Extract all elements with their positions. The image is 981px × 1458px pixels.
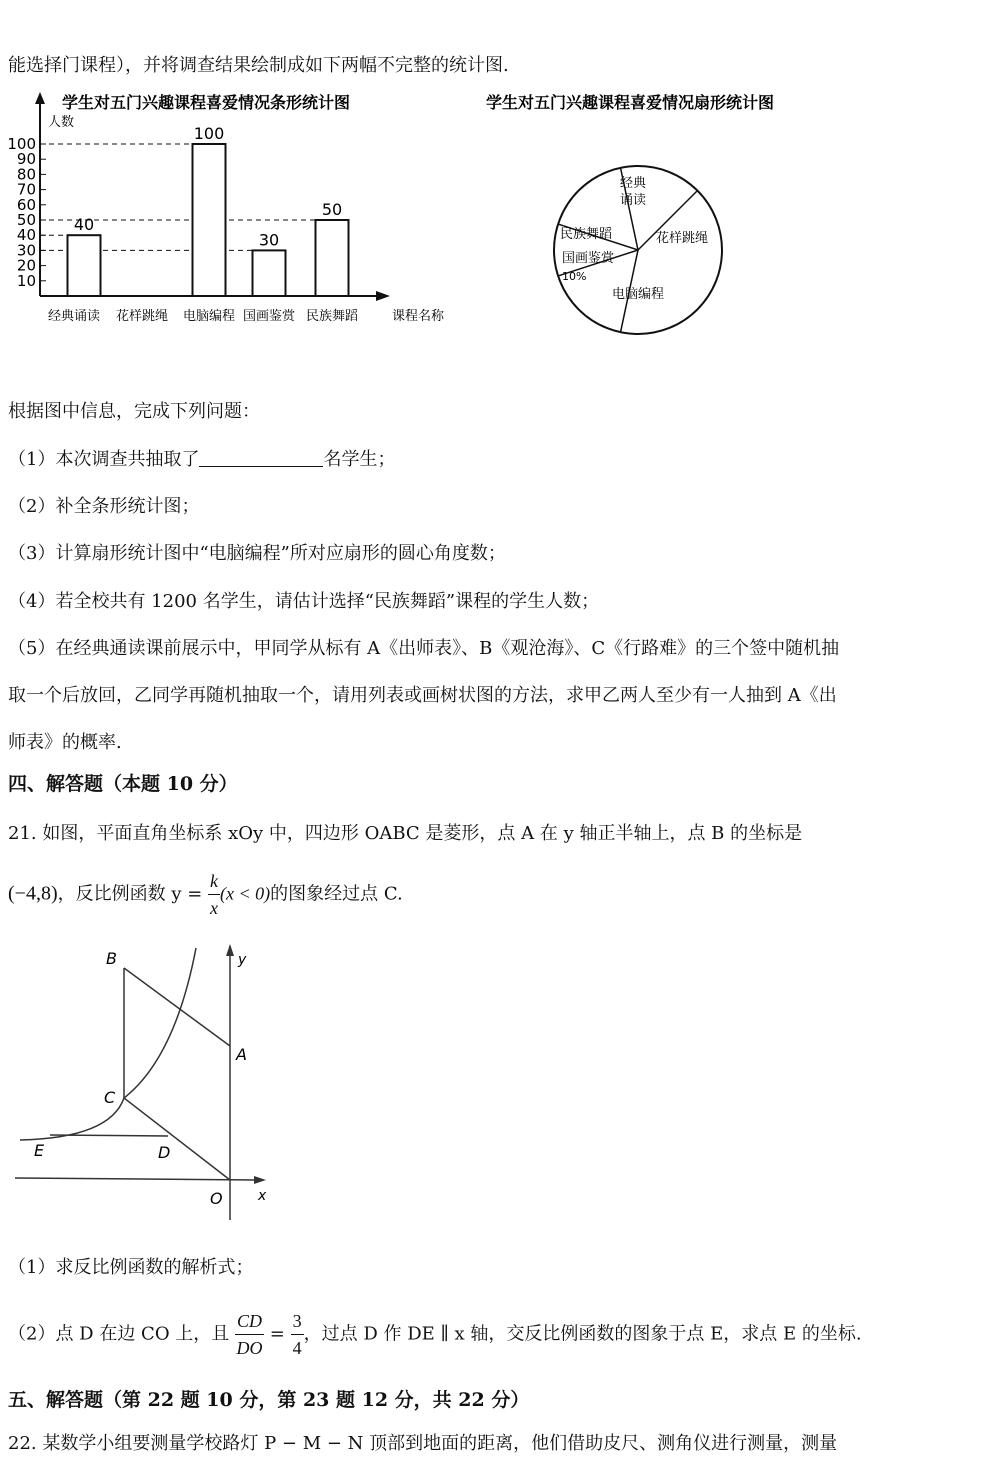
y-tick-label: 60 (16, 195, 36, 214)
intro-text: 能选择门课程），并将调查结果绘制成如下两幅不完整的统计图. (8, 55, 509, 76)
pie-label-painting: 国画鉴赏 (562, 251, 615, 266)
pie-label-classic-1: 经典 (620, 176, 647, 191)
y-axis-arrow-icon (226, 944, 234, 956)
q20-part4: （4）若全校共有 1200 名学生，请估计选择“民族舞蹈”课程的学生人数； (8, 591, 600, 612)
q20-part1 (8, 448, 395, 472)
pie-label-computer: 电脑编程 (612, 287, 665, 302)
y-tick-label: 50 (16, 211, 36, 229)
q20-part2: （2）补全条形统计图； (8, 496, 200, 517)
label-e: E (34, 1141, 45, 1160)
equals-sign: = (269, 1323, 285, 1345)
fraction-denominator: DO (236, 1338, 263, 1358)
hyperbola-curve (20, 948, 196, 1140)
q21-sub1: （1）求反比例函数的解析式； (8, 1257, 254, 1278)
q22-line1: 22. 某数学小组要测量学校路灯 P − M − N 顶部到地面的距离，他们借助皮尺、测角仪进行测量，测量 (8, 1433, 838, 1454)
geometry-figure (0, 938, 300, 1228)
bar (253, 250, 286, 296)
label-y: y (238, 952, 247, 968)
y-tick-label: 70 (16, 180, 36, 199)
pie-label-classic-2: 诵读 (620, 193, 647, 208)
q21-sub2-tail: ，过点 D 作 DE ∥ x 轴，交反比例函数的图象于点 E，求点 E 的坐标. (303, 1323, 862, 1345)
pie-label-dance: 民族舞蹈 (560, 227, 613, 242)
y-tick-label: 10 (16, 271, 36, 290)
label-a: A (236, 1045, 247, 1064)
section-4-heading: 四、解答题（本题 10 分） (8, 773, 238, 795)
bar-value-label: 100 (193, 124, 225, 143)
q20-part5-line2: 取一个后放回，乙同学再随机抽取一个，请用列表或画树状图的方法，求甲乙两人至少有一人抽到 A《出 (8, 685, 837, 706)
y-tick-label: 100 (7, 135, 36, 153)
x-tick-label: 电脑编程 (182, 309, 236, 324)
x-axis (15, 1178, 262, 1180)
y-axis-arrow-icon (35, 92, 45, 104)
pie-chart (480, 88, 880, 348)
q21-sub2 (8, 1308, 862, 1361)
q21-line2-end: 的图象经过点 C. (270, 883, 403, 905)
pie-label-rope: 花样跳绳 (656, 231, 709, 246)
q20-part3: （3）计算扇形统计图中“电脑编程”所对应扇形的圆心角度数； (8, 543, 506, 564)
label-o: O (210, 1189, 223, 1208)
point-b-coord: (−4,8) (8, 882, 58, 905)
x-tick-label: 国画鉴赏 (242, 309, 296, 324)
label-d: D (158, 1143, 171, 1162)
bar-chart-title: 学生对五门兴趣课程喜爱情况条形统计图 (62, 93, 351, 112)
bar-chart (0, 88, 460, 338)
x-axis-arrow-icon (254, 1176, 266, 1184)
q20-part5-line1: （5）在经典通读课前展示中，甲同学从标有 A《出师表》、B《观沧海》、C《行路难》的三个签中随机抽 (8, 638, 840, 659)
q20-prompt: 根据图中信息，完成下列问题： (8, 401, 260, 422)
bar-chart-xlabel: 课程名称 (392, 309, 445, 324)
x-tick-label: 民族舞蹈 (305, 309, 359, 324)
q20-part1-tail: 名学生； (323, 449, 396, 470)
x-tick-label: 花样跳绳 (115, 309, 169, 324)
fraction-numerator: CD (235, 1308, 264, 1335)
x-axis-arrow-icon (376, 291, 390, 301)
fraction-k-over-x (208, 868, 220, 921)
answer-blank (199, 448, 323, 467)
side-ba (124, 968, 230, 1046)
y-tick-label: 20 (16, 256, 36, 275)
fraction-denominator: x (210, 898, 219, 918)
label-b: B (106, 949, 117, 968)
y-tick-label: 40 (16, 226, 36, 245)
side-co (124, 1098, 230, 1180)
bar-value-label: 30 (258, 230, 280, 250)
y-tick-label: 80 (16, 165, 36, 184)
q21-line2 (8, 868, 403, 921)
fraction-cd-over-do (235, 1308, 264, 1361)
section-5-heading: 五、解答题（第 22 题 10 分，第 23 题 12 分，共 22 分） (8, 1389, 530, 1411)
q21-sub2-text: （2）点 D 在边 CO 上，且 (8, 1323, 230, 1345)
q20-part5-line3: 师表》的概率. (8, 732, 122, 753)
pie-chart-title: 学生对五门兴趣课程喜爱情况扇形统计图 (486, 93, 775, 112)
fraction-numerator: k (208, 868, 220, 895)
q20-part1-text: （1）本次调查共抽取了 (8, 449, 200, 470)
q21-line1: 21. 如图，平面直角坐标系 xOy 中，四边形 OABC 是菱形，点 A 在 y 轴正半轴上，点 B 的坐标是 (8, 823, 803, 844)
bar (316, 220, 349, 296)
label-x: x (258, 1188, 267, 1204)
pie-label-painting-pct: 10% (562, 270, 587, 283)
bar (193, 144, 226, 296)
q21-line2-mid: ，反比例函数 y = (57, 883, 203, 905)
bar (68, 235, 101, 296)
bar-value-label: 50 (321, 200, 343, 219)
bar-value-label: 40 (73, 215, 95, 235)
fraction-3-over-4 (291, 1308, 304, 1361)
bar-chart-ylabel: 人数 (48, 115, 75, 130)
y-tick-label: 30 (16, 241, 36, 260)
x-tick-label: 经典诵读 (47, 309, 101, 324)
fraction-numerator: 3 (291, 1308, 304, 1335)
y-tick-label: 90 (16, 150, 36, 169)
label-c: C (104, 1088, 116, 1107)
fraction-denominator: 4 (292, 1338, 302, 1358)
domain-condition: (x < 0) (220, 883, 271, 904)
